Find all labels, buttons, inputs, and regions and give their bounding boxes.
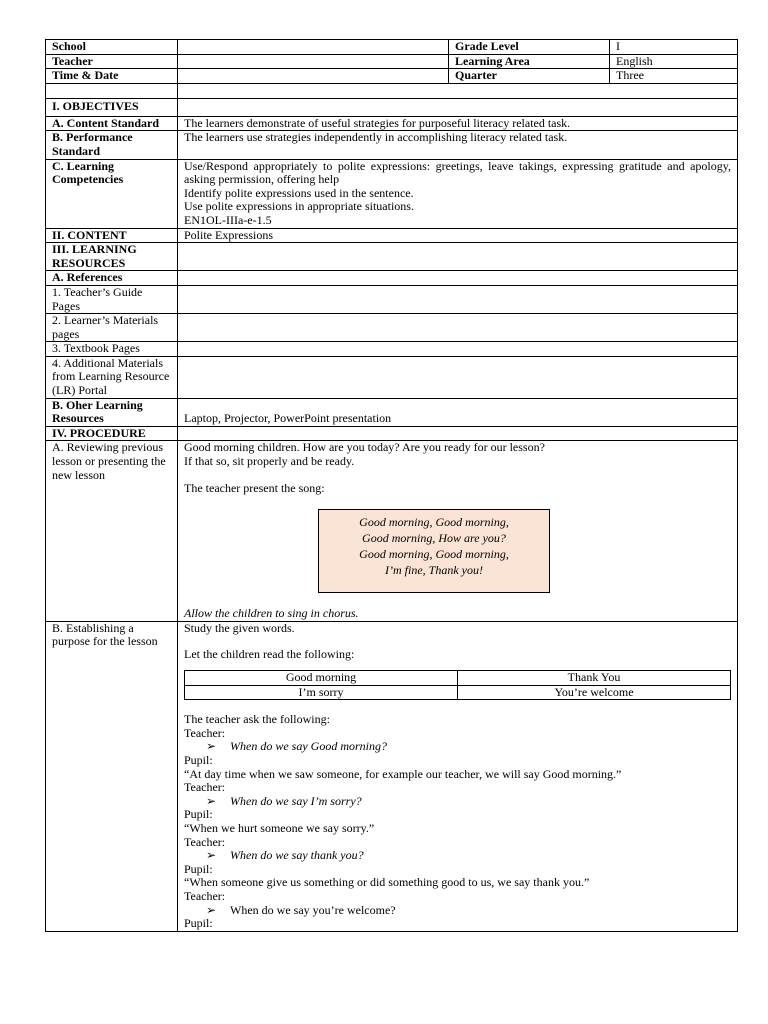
grade-level-value: I [610, 40, 738, 55]
word-cell: Good morning [185, 671, 458, 686]
quarter-value: Three [610, 69, 738, 84]
procedure-b-content [178, 621, 738, 931]
question-item [184, 795, 731, 809]
song-box [318, 509, 550, 593]
procedure-b-label: B. Establishing a purpose for the lesson [46, 621, 178, 931]
textbook-label: 3. Textbook Pages [46, 342, 178, 357]
teacher-label: Teacher [46, 54, 178, 69]
sing-instruction: Allow the children to sing in chorus. [184, 606, 359, 621]
procedure-row [46, 426, 738, 441]
teacher-label: Teacher: [184, 725, 226, 740]
greeting-line: Good morning children. How are you today? Are you ready for our lesson? [184, 440, 545, 455]
other-resources-row [46, 398, 738, 426]
question-text: When do we say you’re welcome? [230, 902, 396, 917]
question-item [184, 849, 731, 863]
additional-materials-label: 4. Additional Materials from Learning Resource (LR) Portal [46, 356, 178, 398]
content-value: Polite Expressions [178, 228, 738, 243]
words-row [185, 671, 731, 686]
school-label: School [46, 40, 178, 55]
pupil-label: Pupil: [184, 916, 213, 931]
question-text: When do we say thank you? [230, 848, 364, 863]
content-standard-text: The learners demonstrate of useful strategies for purposeful literacy related task. [178, 116, 738, 131]
instruction-line: If that so, sit properly and be ready. [184, 454, 355, 469]
competency-code: EN1OL-IIIa-e-1.5 [184, 212, 272, 227]
teachers-guide-row [46, 285, 738, 313]
quarter-label: Quarter [449, 69, 610, 84]
content-standard-label: A. Content Standard [46, 116, 178, 131]
procedure-a-content [178, 441, 738, 621]
procedure-title: IV. PROCEDURE [46, 426, 178, 441]
arrow-bullet-icon: ➢ [206, 902, 217, 917]
learning-area-value: English [610, 54, 738, 69]
objectives-title: I. OBJECTIVES [46, 98, 178, 116]
procedure-a-row [46, 441, 738, 621]
grade-level-label: Grade Level [449, 40, 610, 55]
header-row-teacher [46, 54, 738, 69]
competencies-row [46, 159, 738, 228]
header-row-time [46, 69, 738, 84]
ask-line: The teacher ask the following: [184, 712, 330, 727]
teachers-guide-label: 1. Teacher’s Guide Pages [46, 285, 178, 313]
learning-area-label: Learning Area [449, 54, 610, 69]
other-resources-label: B. Oher Learning Resources [46, 398, 178, 426]
teacher-value [178, 54, 449, 69]
teacher-label: Teacher: [184, 780, 226, 795]
competencies-text [178, 159, 738, 228]
word-cell: You’re welcome [458, 685, 731, 700]
content-row [46, 228, 738, 243]
additional-materials-row [46, 356, 738, 398]
performance-standard-text: The learners use strategies independently in accomplishing literacy related task. [178, 131, 738, 159]
learners-materials-row [46, 314, 738, 342]
competencies-label: C. Learning Competencies [46, 159, 178, 228]
teacher-label: Teacher: [184, 888, 226, 903]
song-intro: The teacher present the song: [184, 480, 325, 495]
word-cell: Thank You [458, 671, 731, 686]
pupil-label: Pupil: [184, 861, 213, 876]
performance-standard-label: B. Performance Standard [46, 131, 178, 159]
answer-text: “At day time when we saw someone, for example our teacher, we will say Good morning.” [184, 766, 622, 781]
resources-row [46, 243, 738, 271]
pupil-label: Pupil: [184, 807, 213, 822]
objectives-row [46, 98, 738, 116]
competency-line: Use/Respond appropriately to polite expressions: greetings, leave takings, expressing gratitude and apology, asking permission, offering help [184, 158, 731, 187]
word-cell: I’m sorry [185, 685, 458, 700]
read-line: Let the children read the following: [184, 647, 355, 662]
question-item [184, 740, 731, 754]
teacher-label: Teacher: [184, 834, 226, 849]
spacer-row [46, 83, 738, 98]
textbook-row [46, 342, 738, 357]
content-standard-row [46, 116, 738, 131]
song-line: Good morning, Good morning, [359, 547, 509, 562]
question-text: When do we say I’m sorry? [230, 793, 362, 808]
song-line: Good morning, How are you? [362, 531, 506, 546]
words-table [184, 670, 731, 700]
learners-materials-label: 2. Learner’s Materials pages [46, 314, 178, 342]
references-row [46, 271, 738, 286]
lesson-plan-table [45, 39, 738, 932]
time-date-label: Time & Date [46, 69, 178, 84]
competency-line: Identify polite expressions used in the sentence. [184, 185, 414, 200]
words-row [185, 685, 731, 700]
header-row-school [46, 40, 738, 55]
content-title: II. CONTENT [46, 228, 178, 243]
references-label: A. References [46, 271, 178, 286]
question-text: When do we say Good morning? [230, 739, 387, 754]
arrow-bullet-icon: ➢ [206, 793, 217, 808]
study-line: Study the given words. [184, 620, 295, 635]
answer-text: “When we hurt someone we say sorry.” [184, 820, 375, 835]
arrow-bullet-icon: ➢ [206, 848, 217, 863]
song-line: I’m fine, Thank you! [385, 563, 483, 578]
answer-text: “When someone give us something or did something good to us, we say thank you.” [184, 875, 590, 890]
competency-line: Use polite expressions in appropriate situations. [184, 199, 414, 214]
performance-standard-row [46, 131, 738, 159]
school-value [178, 40, 449, 55]
pupil-label: Pupil: [184, 752, 213, 767]
question-item [184, 904, 731, 918]
resources-title: III. LEARNING RESOURCES [46, 243, 178, 271]
other-resources-value: Laptop, Projector, PowerPoint presentation [178, 398, 738, 426]
procedure-b-row [46, 621, 738, 931]
time-date-value [178, 69, 449, 84]
procedure-a-label: A. Reviewing previous lesson or presenting the new lesson [46, 441, 178, 621]
arrow-bullet-icon: ➢ [206, 739, 217, 754]
song-line: Good morning, Good morning, [359, 515, 509, 530]
